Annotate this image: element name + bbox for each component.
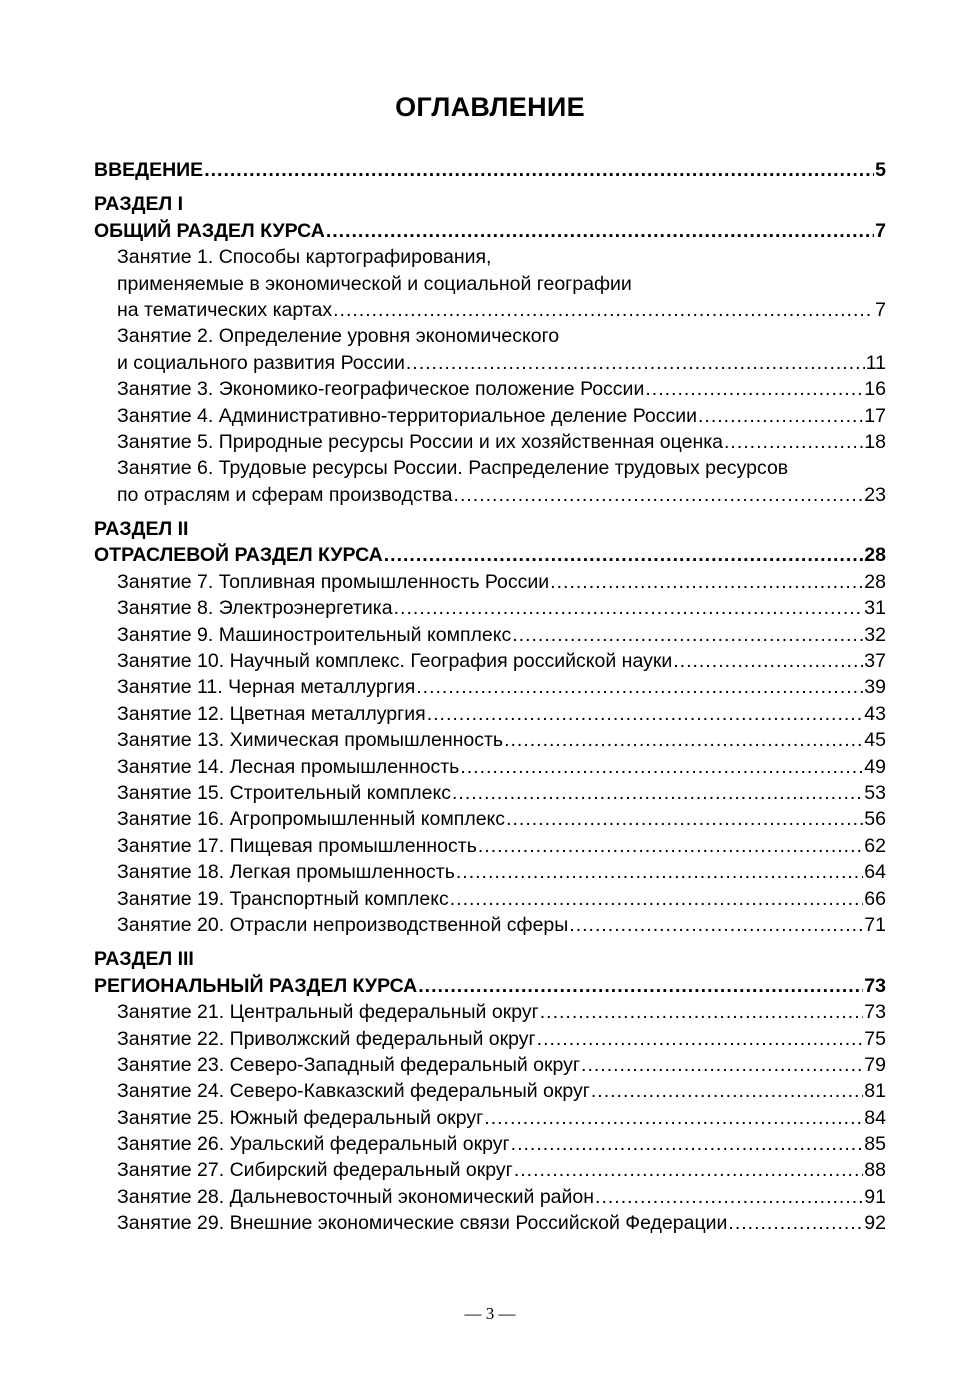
- table-of-contents: [94, 157, 886, 1237]
- toc-section-heading[interactable]: [94, 973, 886, 999]
- dot-leader: [591, 1078, 863, 1104]
- toc-entry-title: на тематических картах: [117, 298, 333, 321]
- dot-leader: [673, 648, 863, 674]
- toc-entry[interactable]: [94, 754, 886, 780]
- toc-page-number: 53: [864, 781, 886, 804]
- page-number: — 3 —: [464, 1304, 516, 1323]
- toc-page-number: 79: [864, 1053, 886, 1076]
- toc-entry[interactable]: [94, 648, 886, 674]
- toc-entry[interactable]: [94, 1210, 886, 1236]
- toc-page-number: 49: [864, 755, 886, 778]
- toc-page-number: 28: [864, 544, 886, 567]
- toc-entry[interactable]: [94, 780, 886, 806]
- toc-entry-title: РАЗДЕЛ III: [94, 948, 194, 971]
- toc-entry-title: Занятие 21. Центральный федеральный округ: [117, 1001, 539, 1024]
- dot-leader: [511, 1131, 864, 1157]
- toc-entry-title: Занятие 28. Дальневосточный экономический район: [117, 1185, 595, 1208]
- toc-page-number: 85: [864, 1133, 886, 1156]
- dot-leader: [384, 542, 864, 568]
- dot-leader: [506, 806, 863, 832]
- toc-entry[interactable]: [94, 297, 886, 323]
- dot-leader: [595, 1184, 863, 1210]
- toc-page-number: 91: [864, 1185, 886, 1208]
- toc-entry-title: Занятие 29. Внешние экономические связи Российской Федерации: [117, 1212, 728, 1235]
- toc-entry[interactable]: [94, 622, 886, 648]
- dot-leader: [418, 973, 863, 999]
- toc-entry[interactable]: [94, 1105, 886, 1131]
- dot-leader: [394, 595, 864, 621]
- toc-page-number: 7: [875, 219, 886, 242]
- toc-entry[interactable]: [94, 1157, 886, 1183]
- toc-entry-title: Занятие 24. Северо-Кавказский федеральный округ: [117, 1080, 590, 1103]
- dot-leader: [204, 157, 874, 183]
- toc-entry[interactable]: [94, 701, 886, 727]
- toc-entry-title: РАЗДЕЛ I: [94, 193, 184, 216]
- dot-leader: [450, 886, 864, 912]
- toc-page-number: 32: [864, 623, 886, 646]
- toc-entry-title: Занятие 6. Трудовые ресурсы России. Распределение трудовых ресурсов: [117, 457, 789, 480]
- toc-page-number: 23: [864, 483, 886, 506]
- toc-entry[interactable]: [94, 999, 886, 1025]
- toc-entry-title: РАЗДЕЛ II: [94, 518, 189, 541]
- toc-page-number: 37: [864, 650, 886, 673]
- toc-entry-title: Занятие 19. Транспортный комплекс: [117, 887, 449, 910]
- toc-section-heading: [94, 516, 886, 542]
- toc-entry-title: применяемые в экономической и социальной географии: [117, 272, 632, 295]
- toc-entry[interactable]: [94, 1078, 886, 1104]
- toc-entry[interactable]: [94, 376, 886, 402]
- toc-page-number: 18: [864, 430, 886, 453]
- toc-entry-title: Занятие 7. Топливная промышленность России: [117, 570, 550, 593]
- toc-page-number: 73: [864, 974, 886, 997]
- toc-page-number: 17: [864, 404, 886, 427]
- toc-section-heading[interactable]: [94, 218, 886, 244]
- toc-entry[interactable]: [94, 595, 886, 621]
- toc-entry[interactable]: [94, 859, 886, 885]
- dot-leader: [569, 912, 863, 938]
- dot-leader: [645, 376, 863, 402]
- toc-page-number: 92: [864, 1212, 886, 1235]
- toc-entry: [94, 455, 886, 481]
- toc-entry-title: Занятие 2. Определение уровня экономического: [117, 325, 560, 348]
- toc-entry-title: Занятие 26. Уральский федеральный округ: [117, 1133, 510, 1156]
- toc-section-heading[interactable]: [94, 157, 886, 183]
- toc-entry-title: Занятие 25. Южный федеральный округ: [117, 1106, 484, 1129]
- toc-entry-title: Занятие 3. Экономико-географическое положение России: [117, 378, 645, 401]
- toc-entry[interactable]: [94, 403, 886, 429]
- dot-leader: [550, 569, 863, 595]
- toc-page-number: 81: [864, 1080, 886, 1103]
- toc-entry[interactable]: [94, 833, 886, 859]
- dot-leader: [478, 833, 863, 859]
- dot-leader: [728, 1210, 863, 1236]
- toc-page-number: 43: [864, 702, 886, 725]
- toc-entry[interactable]: [94, 350, 886, 376]
- toc-page-number: 73: [864, 1001, 886, 1024]
- dot-leader: [406, 350, 865, 376]
- dot-leader: [724, 429, 863, 455]
- toc-entry[interactable]: [94, 912, 886, 938]
- toc-entry-title: и социального развития России: [117, 351, 405, 374]
- toc-page-number: 84: [864, 1106, 886, 1129]
- toc-section-heading[interactable]: [94, 542, 886, 568]
- toc-entry-title: Занятие 11. Черная металлургия: [117, 676, 416, 699]
- toc-entry-title: Занятие 15. Строительный комплекс: [117, 781, 451, 804]
- toc-entry-title: Занятие 27. Сибирский федеральный округ: [117, 1159, 513, 1182]
- toc-entry-title: Занятие 1. Способы картографирования,: [117, 246, 492, 269]
- dot-leader: [540, 999, 864, 1025]
- toc-entry-title: Занятие 23. Северо-Западный федеральный округ: [117, 1053, 581, 1076]
- toc-page-number: 5: [875, 159, 886, 181]
- toc-entry-title: ОТРАСЛЕВОЙ РАЗДЕЛ КУРСА: [94, 544, 383, 567]
- dot-leader: [512, 622, 863, 648]
- toc-page-number: 7: [875, 298, 886, 321]
- toc-entry-title: Занятие 9. Машиностроительный комплекс: [117, 623, 512, 646]
- page-title: ОГЛАВЛЕНИЕ: [395, 92, 585, 122]
- toc-entry-title: Занятие 18. Легкая промышленность: [117, 861, 455, 884]
- toc-entry[interactable]: [94, 1026, 886, 1052]
- toc-entry-title: Занятие 13. Химическая промышленность: [117, 729, 504, 752]
- toc-section-heading: [94, 191, 886, 217]
- dot-leader: [454, 482, 864, 508]
- toc-entry[interactable]: [94, 482, 886, 508]
- toc-entry-title: Занятие 8. Электроэнергетика: [117, 597, 393, 620]
- toc-entry: [94, 244, 886, 270]
- toc-page-number: 64: [864, 861, 886, 884]
- toc-entry[interactable]: [94, 429, 886, 455]
- toc-entry[interactable]: [94, 569, 886, 595]
- toc-entry[interactable]: [94, 727, 886, 753]
- dot-leader: [456, 859, 863, 885]
- toc-page-number: 62: [864, 834, 886, 857]
- dot-leader: [581, 1052, 863, 1078]
- toc-entry[interactable]: [94, 674, 886, 700]
- toc-entry-title: по отраслям и сферам производства: [117, 483, 453, 506]
- toc-page-number: 75: [864, 1027, 886, 1050]
- toc-entry-title: Занятие 20. Отрасли непроизводственной сферы: [117, 913, 569, 936]
- dot-leader: [333, 297, 874, 323]
- toc-page-number: 56: [864, 808, 886, 831]
- toc-entry[interactable]: [94, 806, 886, 832]
- toc-page-number: 71: [864, 913, 886, 936]
- dot-leader: [427, 701, 864, 727]
- toc-entry-title: Занятие 17. Пищевая промышленность: [117, 834, 477, 857]
- toc-entry: [94, 271, 886, 297]
- dot-leader: [484, 1105, 863, 1131]
- toc-page-number: 39: [864, 676, 886, 699]
- toc-page-number: 88: [864, 1159, 886, 1182]
- dot-leader: [452, 780, 863, 806]
- toc-entry-title: Занятие 16. Агропромышленный комплекс: [117, 808, 506, 831]
- toc-section-heading: [94, 946, 886, 972]
- toc-page-number: 31: [864, 597, 886, 620]
- toc-entry-title: РЕГИОНАЛЬНЫЙ РАЗДЕЛ КУРСА: [94, 974, 418, 997]
- dot-leader: [416, 674, 863, 700]
- dot-leader: [504, 727, 863, 753]
- toc-entry-title: Занятие 5. Природные ресурсы России и их хозяйственная оценка: [117, 430, 724, 453]
- toc-entry-title: Занятие 14. Лесная промышленность: [117, 755, 460, 778]
- toc-entry[interactable]: [94, 1052, 886, 1078]
- dot-leader: [537, 1026, 864, 1052]
- toc-entry-title: ВВЕДЕНИЕ: [94, 159, 204, 181]
- dot-leader: [514, 1157, 863, 1183]
- toc-entry-title: Занятие 4. Административно-территориальное деление России: [117, 404, 697, 427]
- toc-entry-title: Занятие 22. Приволжский федеральный округ: [117, 1027, 536, 1050]
- toc-entry[interactable]: [94, 886, 886, 912]
- toc-page-number: 45: [864, 729, 886, 752]
- dot-leader: [460, 754, 863, 780]
- dot-leader: [326, 218, 874, 244]
- toc-page-number: 66: [864, 887, 886, 910]
- toc-page-number: 16: [864, 378, 886, 401]
- toc-entry: [94, 323, 886, 349]
- dot-leader: [698, 403, 863, 429]
- toc-entry[interactable]: [94, 1184, 886, 1210]
- toc-entry-title: ОБЩИЙ РАЗДЕЛ КУРСА: [94, 219, 325, 242]
- toc-entry-title: Занятие 10. Научный комплекс. География российской науки: [117, 650, 673, 673]
- toc-entry[interactable]: [94, 1131, 886, 1157]
- toc-page-number: 28: [864, 570, 886, 593]
- toc-page-number: 11: [865, 351, 886, 374]
- toc-entry-title: Занятие 12. Цветная металлургия: [117, 702, 426, 725]
